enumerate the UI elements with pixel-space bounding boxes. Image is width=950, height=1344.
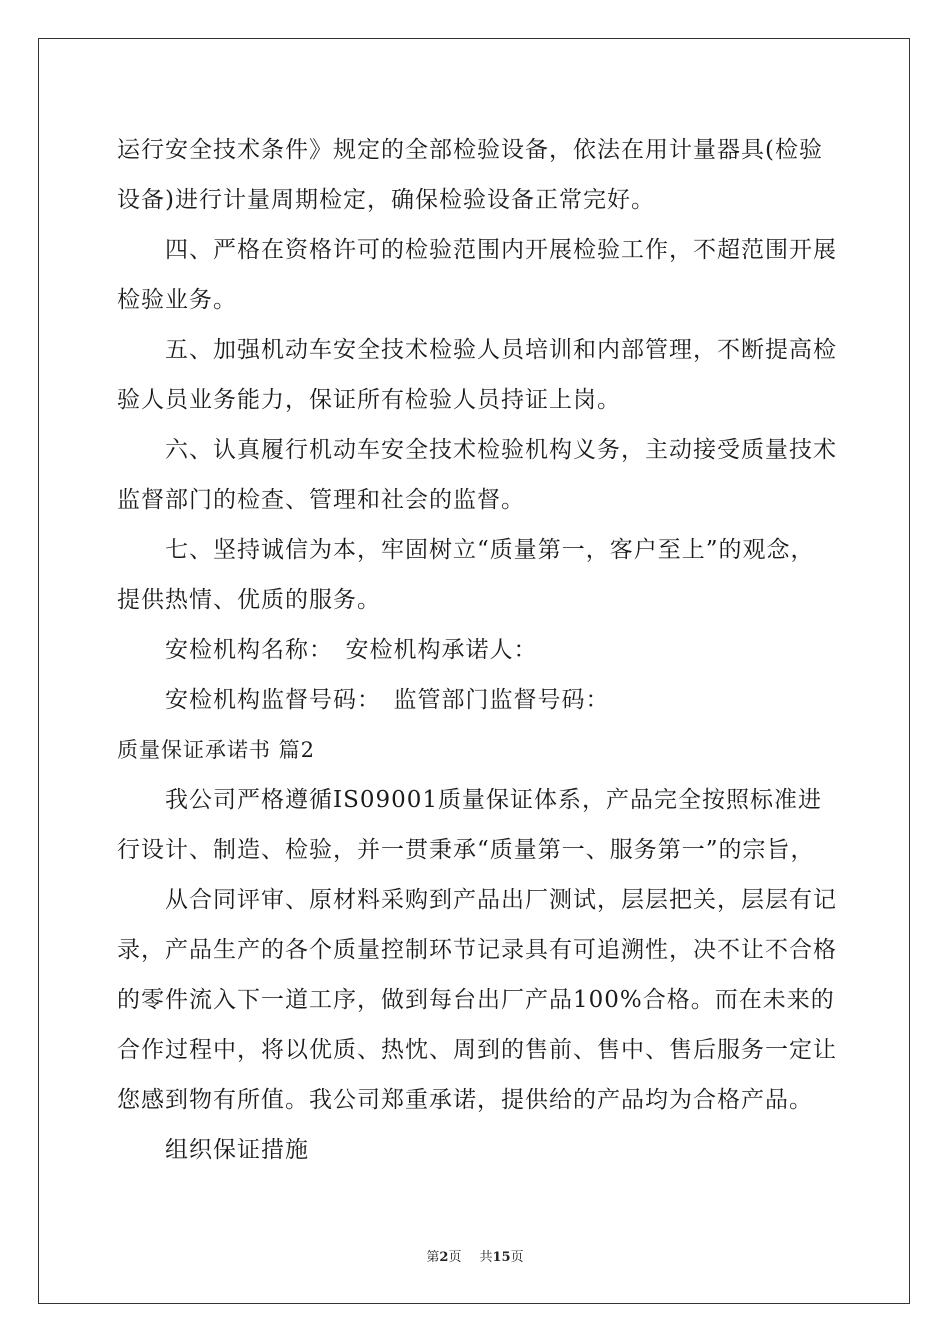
footer-prefix: 第 [426, 1250, 440, 1265]
paragraph-item-4: 四、严格在资格许可的检验范围内开展检验工作，不超范围开展检验业务。 [117, 237, 837, 313]
footer-total-suffix: 页 [510, 1250, 524, 1265]
document-body [117, 125, 837, 1175]
footer-page-suffix: 页 [448, 1250, 462, 1265]
signature-line-number: 安检机构监督号码： 监管部门监督号码： [165, 687, 610, 713]
page-footer [0, 1246, 950, 1265]
footer-total-prefix: 共 [479, 1250, 493, 1265]
section-heading: 质量保证承诺书 篇2 [117, 738, 316, 762]
paragraph-item-7: 七、坚持诚信为本，牢固树立“质量第一，客户至上”的观念，提供热情、优质的服务。 [117, 537, 815, 613]
paragraph-quality-control: 从合同评审、原材料采购到产品出厂测试，层层把关，层层有记录，产品生产的各个质量控制环节记录具有可追溯性，决不让不合格的零件流入下一道工序，做到每台出厂产品100%合格。而在未来的合作过程中，将以优质、热忱、周到的售前、售中、售后服务一定让您感到物有所值。我公司郑重承诺，提供给的产品均为合格产品。 [117, 887, 837, 1113]
paragraph-organization: 组织保证措施 [165, 1137, 309, 1163]
page-number: 2 [439, 1250, 449, 1265]
paragraph-continuation: 运行安全技术条件》规定的全部检验设备，依法在用计量器具(检验设备)进行计量周期检定，确保检验设备正常完好。 [117, 137, 823, 213]
signature-line-name: 安检机构名称： 安检机构承诺人： [165, 637, 538, 663]
paragraph-item-6: 六、认真履行机动车安全技术检验机构义务，主动接受质量技术监督部门的检查、管理和社会的监督。 [117, 437, 837, 513]
paragraph-commitment: 我公司严格遵循IS09001质量保证体系，产品完全按照标准进行设计、制造、检验，并一贯秉承“质量第一、服务第一”的宗旨， [117, 787, 823, 863]
total-pages: 15 [492, 1250, 511, 1265]
paragraph-item-5: 五、加强机动车安全技术检验人员培训和内部管理，不断提高检验人员业务能力，保证所有检验人员持证上岗。 [117, 337, 837, 413]
